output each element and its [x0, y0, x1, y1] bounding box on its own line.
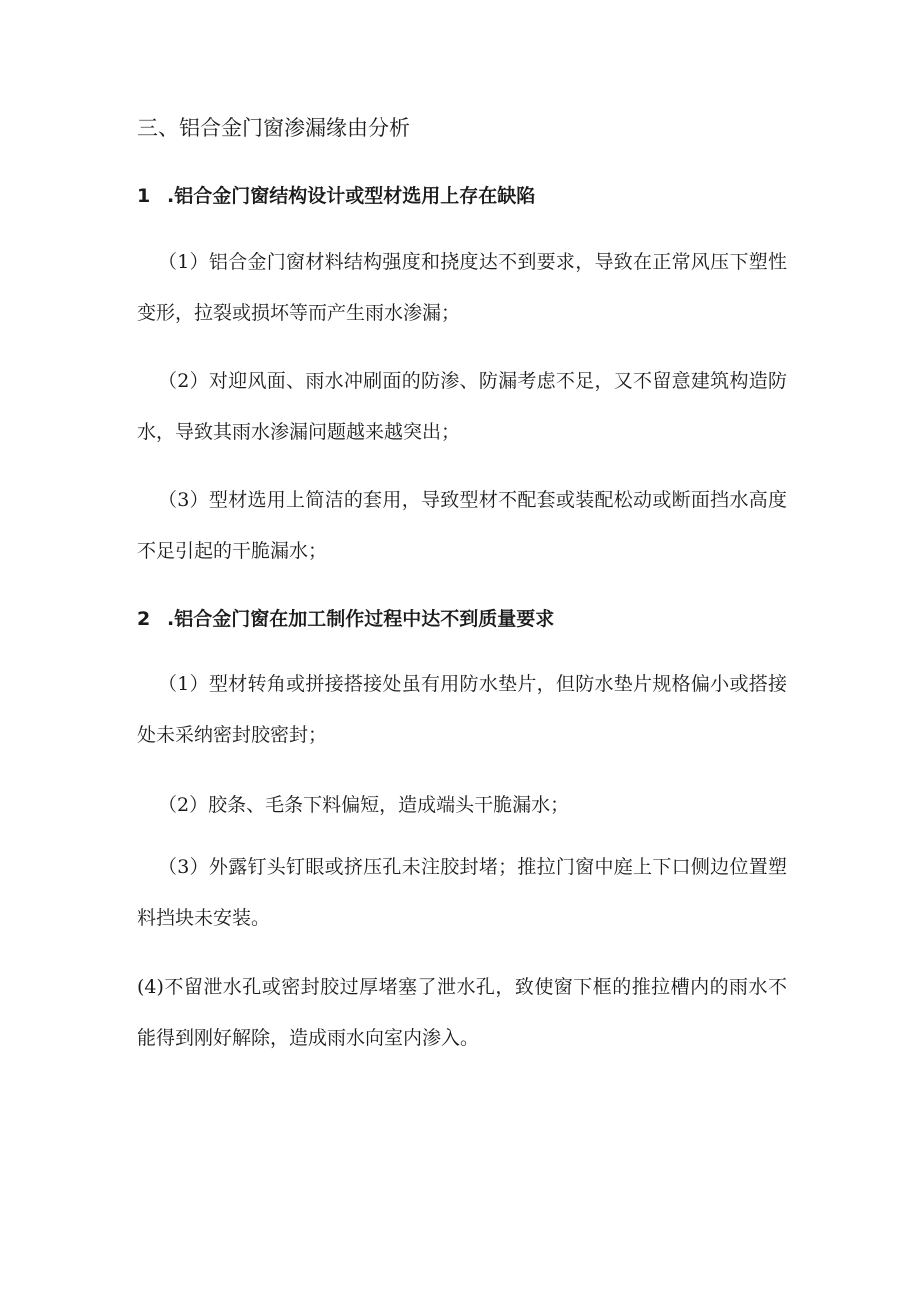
paragraph-2-2: （2）胶条、毛条下料偏短，造成端头干脆漏水； [158, 794, 570, 816]
paragraph-1-1: （1）铝合金门窗材料结构强度和挠度达不到要求，导致在正常风压下塑性变形，拉裂或损坏等而产生雨水渗漏； [137, 251, 787, 324]
section-heading-1 [137, 180, 787, 212]
section-heading-text: .铝合金门窗结构设计或型材选用上存在缺陷 [167, 185, 536, 207]
paragraph-2-1: （1）型材转角或拼接搭接处虽有用防水垫片，但防水垫片规格偏小或搭接处未采纳密封胶密封； [137, 673, 787, 746]
section-number: 2 [137, 608, 151, 630]
paragraph-1-3: （3）型材选用上简洁的套用，导致型材不配套或装配松动或断面挡水高度不足引起的干脆漏水； [137, 489, 787, 562]
paragraph-1-2: （2）对迎风面、雨水冲刷面的防渗、防漏考虑不足，又不留意建筑构造防水，导致其雨水渗漏问题越来越突出； [137, 370, 787, 443]
paragraph-2-4: (4)不留泄水孔或密封胶过厚堵塞了泄水孔，致使窗下框的推拉槽内的雨水不能得到刚好解除，造成雨水向室内渗入。 [137, 976, 787, 1049]
section-heading-2 [137, 603, 787, 635]
document-title: 三、铝合金门窗渗漏缘由分析 [137, 116, 410, 140]
section-number: 1 [137, 185, 151, 207]
section-heading-text: .铝合金门窗在加工制作过程中达不到质量要求 [167, 608, 555, 630]
paragraph-2-3: （3）外露钉头钉眼或挤压孔未注胶封堵；推拉门窗中庭上下口侧边位置塑料挡块未安装。 [137, 856, 787, 929]
